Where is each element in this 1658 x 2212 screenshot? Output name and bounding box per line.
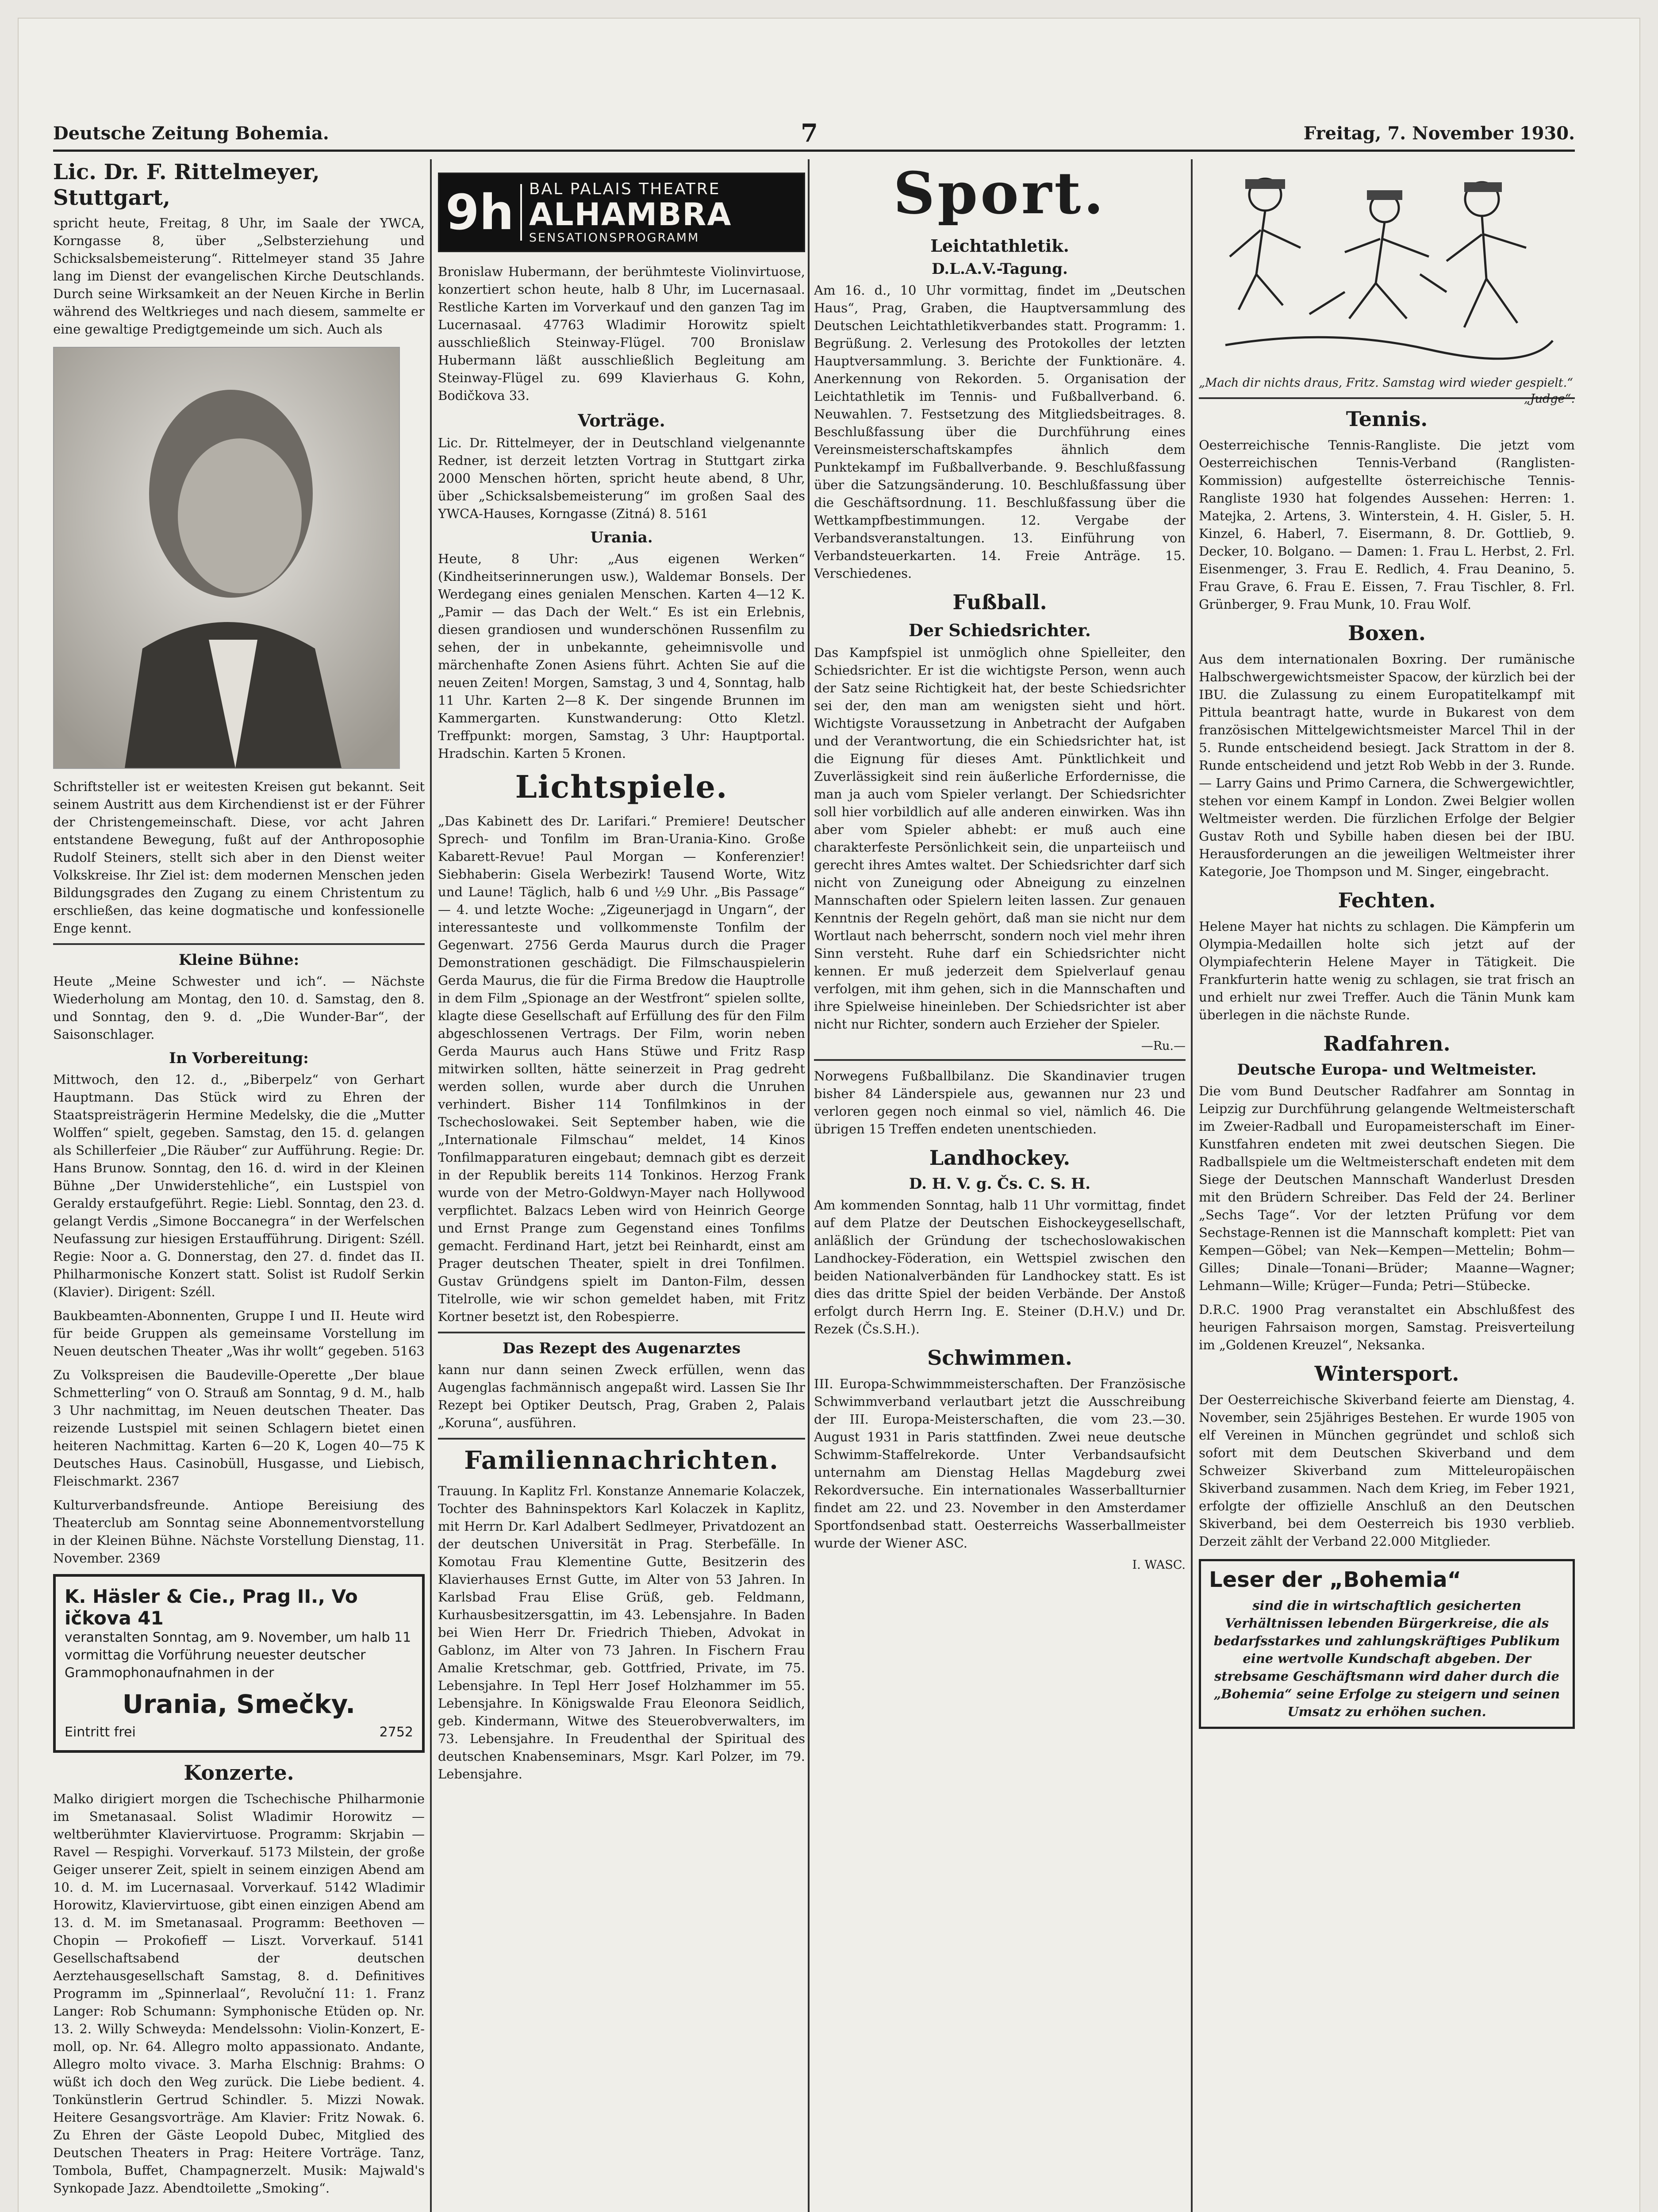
radfahren-text: Die vom Bund Deutscher Radfahrer am Sonntag in Leipzig zur Durchführung gelangende Weltmeisterschaft im Zweier-Radball und Europameisterschaft im Einer-Kunstfahren endeten mit zwei deutschen Siegen. Die Radballspiele um die Weltmeisterschaft endeten mit dem Siege der Deutschen Mannschaft Wanderlust Dresden mit den Brüdern Schreiber. Das Feld der 24. Berliner „Sechs Tage“. Vor der letzten Prüfung vor dem Sechstage-Rennen ist die Mannschaft komplett: Piet van Kempen—Göbel; van Nek—Kempen—Mettelin; Bohm—Gilles; Dinale—Tonani—Brüder; Maanne—Wagner; Lehmann—Wille; Krüger—Funda; Petri—Stübecke. xyxy=(1199,1083,1575,1293)
leser-text: sind die in wirtschaftlich gesicherten Verhältnissen lebenden Bürgerkreise, die als bedarfsstarkes und zahlungskräftiges Publikum eine wertvolle Kundschaft abgeben. Der strebsame Geschäftsmann wird daher durch die „Bohemia“ seine Erfolge zu steigern und seinen Umsatz zu erhöhen suchen. xyxy=(1213,1598,1560,1719)
norwegen-text: Norwegens Fußballbilanz. Die Skandinavier trugen bisher 84 Länderspiele aus, gewannen nur 23 und verloren gegen noch einmal so viel, nämlich 46. Die übrigen 15 Treffen endeten unentschieden. xyxy=(814,1068,1186,1137)
leser-heading: Leser der „Bohemia“ xyxy=(1209,1567,1462,1592)
boxen-heading: Boxen. xyxy=(1348,621,1426,645)
radfahren-subheading: Deutsche Europa- und Weltmeister. xyxy=(1237,1061,1537,1079)
schwimmen-heading: Schwimmen. xyxy=(927,1346,1072,1370)
football-cartoon xyxy=(1199,159,1570,372)
schwimmen-signature: I. WASC. xyxy=(1132,1558,1186,1572)
portrait-image xyxy=(54,348,399,768)
sport-heading: Sport. xyxy=(893,159,1106,227)
alhambra-line1: BAL PALAIS THEATRE xyxy=(529,180,721,198)
urania-text: Heute, 8 Uhr: „Aus eigenen Werken“ (Kindheitserinnerungen usw.), Waldemar Bonsels. Der Werdegang eines genialen Menschen. Karten 4—12 K. „Pamir — das Dach der Welt.“ Es ist ein Erlebnis, diesen grandiosen und wunderschönen Russenfilm zu sehen, der in unbekannte, geheimnisvolle und märchenhafte Zonen Asiens führt. Achten Sie auf die neuen Zeiten! Morgen, Samstag, 3 und 4, Sonntag, halb 11 Uhr. Karten 2—8 K. Der singende Brunnen im Kammergarten. Kunstwanderung: Otto Kletzl. Treffpunkt: morgen, Samstag, 3 Uhr: Hauptportal. Hradschin. Karten 5 Kronen. xyxy=(438,551,805,761)
ad-ref: 2752 xyxy=(379,1724,413,1740)
vorbereitung-heading: In Vorbereitung: xyxy=(169,1049,309,1067)
vorbereitung-text: Mittwoch, den 12. d., „Biberpelz“ von Gerhart Hauptmann. Das Stück wird zu Ehren der Staatspreisträgerin Hermine Medelsky, die die „Mutter Wolffen“ spielt, gegeben. Samstag, den 15. d. gelangen als Schillerfeier „Die Räuber“ zur Aufführung. Regie: Dr. Hans Brunow. Sonntag, den 16. d. wird in der Kleinen Bühne „Der Unwiderstehliche“, ein Lustspiel von Geraldy erstaufgeführt. Regie: Liebl. Sonntag, den 23. d. gelangt Verdis „Simone Boccanegra“ in der Werfelschen Neufassung zur hiesigen Erstaufführung. Dirigent: Széll. Regie: Noor a. G. Donnerstag, den 27. d. findet das II. Philharmonische Konzert statt. Solist ist Rudolf Serkin (Klavier). Dirigent: Széll. xyxy=(53,1072,425,1299)
divider xyxy=(438,1438,805,1440)
konzerte-text: Malko dirigiert morgen die Tschechische Philharmonie im Smetanasaal. Solist Wladimir Horowitz — weltberühmter Klaviervirtuose. Programm: Skrjabin — Ravel — Respighi. Vorverkauf. 5173 Milstein, der große Geiger unserer Zeit, spielt in seinem einzigen Abend am 10. d. M. im Lucernasaal. Vorverkauf. 5142 Wladimir Horowitz, Klaviervirtuose, gibt einen einzigen Abend am 13. d. M. im Smetanasaal. Programm: Beethoven — Chopin — Prokofieff — Liszt. Vorverkauf. 5141 Gesellschaftsabend der deutschen Aerztehausgesellschaft Samstag, 8. d. Definitives Programm im „Spinnerlaal“, Revoluční 11: 1. Franz Langer: Rob Schumann: Symphonische Etüden op. Nr. 13. 2. Willy Schweyda: Mendelssohn: Violin-Konzert, E-moll, op. Nr. 64. Allegro molto appassionato. Andante, Allegro molto vivace. 3. Marha Elschnig: Brahms: O wüßt ich doch den Weg zurück. Die Liebe bedient. 4. Tonkünstlerin Gertrud Schindler. 5. Mizzi Nowak. Heitere Gesangsvorträge. Am Klavier: Fritz Nowak. 6. Zu Ehren der Gäste Leopold Dubec, Mitglied des Deutschen Theaters in Prag: Heitere Vorträge. Tanz, Tombola, Buffet, Champagnerzelt. Musik: Majwald's Synkopade Jazz. Abendtoilette „Smoking“. xyxy=(53,1791,425,2196)
kleine-buehne-heading: Kleine Bühne: xyxy=(178,951,299,969)
alhambra-line2: ALHAMBRA xyxy=(529,196,732,233)
rezept-heading: Das Rezept des Augenarztes xyxy=(503,1340,741,1357)
ad-heading: K. Häsler & Cie., Prag II., Vo ičkova 41 xyxy=(65,1586,358,1629)
column-3 xyxy=(814,159,1186,2212)
portrait-photo xyxy=(53,347,400,769)
schiri-heading: Der Schiedsrichter. xyxy=(909,620,1091,640)
column-4 xyxy=(1199,159,1575,2212)
bohemia-readers-ad xyxy=(1199,1559,1575,1729)
rittelmeyer-bio: Schriftsteller ist er weitesten Kreisen gut bekannt. Seit seinem Austritt aus dem Kirchendienst ist er der Führer der Christengemeinschaft. Diese, vor acht Jahren entstandene Bewegung, fußt auf der Anthroposophie Rudolf Steiners, stellt sich aber in den Dienst weiter Volkskreise. Ihr Ziel ist: dem modernen Menschen jeden Bildungsgrades den Zugang zu einem Christentum zu erschließen, das keine dogmatische und konfessionelle Enge kennt. xyxy=(53,779,425,936)
column-rule xyxy=(1191,159,1193,2212)
landhockey-heading: Landhockey. xyxy=(929,1146,1071,1170)
fechten-text: Helene Mayer hat nichts zu schlagen. Die Kämpferin um Olympia-Medaillen holte sich jetzt auf der Olympiafechterin Helene Mayer in Tätigkeit. Die Frankfurterin hatte wenig zu schlagen, sie trat frisch an und erhielt nur zwei Treffer. Auch die Tänin Munk kam überlegen in die nächste Runde. xyxy=(1199,919,1575,1022)
huberman-text: Bronislaw Hubermann, der berühmteste Violinvirtuose, konzertiert schon heute, halb 8 Uhr, im Lucernasaal. Restliche Karten im Vorverkauf und den ganzen Tag im Lucernasaal. 47763 Wladimir Horowitz spielt ausschließlich Steinway-Flügel. 700 Bronislaw Hubermann läßt ausschließlich Begleitung am Steinway-Flügel zu. 699 Klavierhaus G. Kohn, Bodičkova 33. xyxy=(438,264,805,403)
ad-entry: Eintritt frei xyxy=(65,1724,136,1740)
lichtspiele-heading: Lichtspiele. xyxy=(515,768,728,805)
paper-name: Deutsche Zeitung Bohemia. xyxy=(53,123,329,144)
wintersport-text: Der Oesterreichische Skiverband feierte am Dienstag, 4. November, sein 25jähriges Bestehen. Er wurde 1905 von elf Vereinen in München gegründet und schloß sich sofort mit dem Deutschen Skiverband und dem Schweizer Skiverband zum Mitteleuropäischen Skiverband zusammen. Nach dem Krieg, im Feber 1921, erfolgte der offizielle Anschluß an den Deutschen Skiverband, bei dem Oesterreich bis 1930 verblieb. Derzeit zählt der Verband 22.000 Mitglieder. xyxy=(1199,1392,1575,1549)
dlav-heading: D.L.A.V.-Tagung. xyxy=(932,260,1068,278)
vortraege-heading: Vorträge. xyxy=(578,411,665,430)
rittelmeyer-headline: Lic. Dr. F. Rittelmeyer, Stuttgart, xyxy=(53,160,320,210)
ad-footer xyxy=(65,1724,413,1741)
divider xyxy=(814,1059,1186,1061)
rezept-text: kann nur dann seinen Zweck erfüllen, wenn das Augenglas fachmännisch angepaßt wird. Lassen Sie Ihr Rezept bei Optiker Deutsch, Prag, Graben 2, Palais „Koruna“, ausführen. xyxy=(438,1362,805,1430)
tennis-heading: Tennis. xyxy=(1346,407,1428,431)
alhambra-logo: 9h xyxy=(445,184,522,241)
fussball-heading: Fußball. xyxy=(952,590,1047,614)
divider xyxy=(438,1332,805,1333)
cartoon-drawing xyxy=(1199,159,1570,372)
radfahren-heading: Radfahren. xyxy=(1323,1032,1451,1056)
schiri-text: Das Kampfspiel ist unmöglich ohne Spielleiter, den Schiedsrichter. Er ist die wichtigste Person, wenn auch der Satz seine Richtigkeit hat, der beste Schiedsrichter sei der, den man am wenigsten sieht und hört. Wichtigste Voraussetzung in Anbetracht der Aufgaben und der Verantwortung, die ein Schiedsrichter hat, ist die Eignung für dieses Amt. Pünktlichkeit und Zuverlässigkeit sind rein äußerliche Erfordernisse, die man ja auch vom Spieler verlangt. Der Schiedsrichter soll hier vorbildlich auf alle anderen einwirken. Was ihn aber vom Spieler abhebt: er muß auch eine charakterfeste Persönlichkeit sein, die unparteiisch und gerecht ihres Amtes waltet. Der Schiedsrichter darf sich nicht von Zuneigung oder Abneigung zu einzelnen Mannschaften oder Spielern leiten lassen. Zur genauen Kenntnis der Regeln gehört, daß man sie nicht nur dem Wortlaut nach beherrscht, sondern noch viel mehr ihren Sinn versteht. Ruhe darf ein Schiedsrichter nicht kennen. Er muß jederzeit dem Spielverlauf genau verfolgen, mit ihm gehen, sich in die Mannschaften und ihre Spielweise hineinleben. Der Schiedsrichter ist aber nicht nur Richter, sondern auch Erzieher der Spieler. xyxy=(814,645,1186,1032)
bauabo-text: Baukbeamten-Abonnenten, Gruppe I und II. Heute wird für beide Gruppen als gemeinsame Vorstellung im Neuen deutschen Theater „Was ihr wollt“ gegeben. 5163 xyxy=(53,1308,425,1359)
running-head xyxy=(53,119,1575,152)
dlav-text: Am 16. d., 10 Uhr vormittag, findet im „Deutschen Haus“, Prag, Graben, die Hauptversammlung des Deutschen Leichtathletikverbandes statt. Programm: 1. Begrüßung. 2. Verlesung des Protokolles der letzten Hauptversammlung. 3. Berichte der Funktionäre. 4. Anerkennung von Rekorden. 5. Organisation der Leichtathletik im Tennis- und Fußballverband. 6. Neuwahlen. 7. Festsetzung des Mitgliedsbeitrages. 8. Beschlußfassung über die Durchführung eines Vereinsmeisterschaftskampfes ähnlich dem Punktekampf im Fußballverbande. 9. Beschlußfassung über die Satzungsänderung. 10. Beschlußfassung über die Geschäftsordnung. 11. Beschlußfassung über die Wettkampfbestimmungen. 12. Vergabe der Verbandsveranstaltungen. 13. Einführung von Verbandsteuerkarten. 14. Freie Anträge. 15. Verschiedenes. xyxy=(814,283,1186,581)
schiri-signature: —Ru.— xyxy=(1141,1039,1186,1053)
boxen-text: Aus dem internationalen Boxring. Der rumänische Halbschwergewichtsmeister Spacow, der kürzlich bei der IBU. die Zulassung zu einem Europatitelkampf mit Pittula beantragt hatte, wurde in Bukarest von dem französischen Mittelgewichtsmeister Marcel Thil in der 5. Runde entscheidend besiegt. Jack Strattom in der 8. Runde entscheidend und jetzt Rob Webb in der 3. Runde. — Larry Gains und Primo Carnera, die Schwergewichtler, stehen vor einem Kampf in London. Zwei Belgier wollen Weltmeister werden. Die fürzlichen Erfolge der Belgier Gustav Roth und Sybille haben diesen bei der IBU. Herausforderungen an die jeweiligen Weltmeister ihrer Kategorie, Joe Thompson und M. Singer, eingebracht. xyxy=(1199,652,1575,879)
lichtspiele-text: „Das Kabinett des Dr. Larifari.“ Premiere! Deutscher Sprech- und Tonfilm im Bran-Urania-Kino. Große Kabarett-Revue! Paul Morgan — Konferenzier! Siebhaberin: Gisela Werbezirk! Tausend Worte, Witz und Laune! Täglich, halb 6 und ½9 Uhr. „Bis Passage“ — 4. und letzte Woche: „Zigeunerjagd in Ungarn“, der interessanteste und vollkommenste Tonfilm der Gegenwart. 2756 Gerda Maurus durch die Prager Demonstrationen geschädigt. Die Filmschauspielerin Gerda Maurus, die für die Firma Bredow die Hauptrolle in dem Film „Spionage an der Westfront“ spielen sollte, klagte diese Gesellschaft auf Erfüllung des für den Film abgeschlossenen Vertrags. Der Film, worin neben Gerda Maurus auch Hans Stüwe und Fritz Rasp mitwirken sollten, hätte seinerzeit in Prag gedreht werden sollen, wurde aber durch die Unruhen verhindert. Bisher 114 Tonfilmkinos in der Tschechoslowakei. Seit September haben, wie die „Internationale Filmschau“ meldet, 14 Kinos Tonfilmapparaturen eingebaut; demnach gibt es derzeit in der Republik bereits 114 Tonkinos. Herzog Frank wurde von der Metro-Goldwyn-Mayer nach Hollywood verpflichtet. Balzacs Leben wird von Heinrich George und Ernst Prange zum Gegenstand eines Tonfilms gemacht. Ferdinand Hart, jetzt bei Reinhardt, einst am Prager deutschen Theater, spielt in drei Tonfilmen. Gustav Gründgens spielt im Danton-Film, dessen Titelrolle, wie wir schon gemeldet haben, mit Fritz Kortner besetzt ist, den Robespierre. xyxy=(438,814,805,1324)
grammophon-ad xyxy=(53,1574,425,1753)
familie-heading: Familiennachrichten. xyxy=(464,1446,779,1475)
column-rule xyxy=(808,159,810,2212)
wintersport-heading: Wintersport. xyxy=(1314,1362,1459,1386)
tennis-text: Oesterreichische Tennis-Rangliste. Die jetzt vom Oesterreichischen Tennis-Verband (Ranglisten-Kommission) aufgestellte österreichische Tennis-Rangliste 1930 hat folgendes Aussehen: Herren: 1. Matejka, 2. Artens, 3. Winterstein, 4. H. Gisler, 5. H. Kinzel, 6. Haberl, 7. Eisermann, 8. Dr. Gottlieb, 9. Decker, 10. Bolgano. — Damen: 1. Frau L. Herbst, 2. Frl. Eisenmenger, 3. Frau E. Redlich, 4. Frau Deanino, 5. Frau Grave, 6. Frau E. Eissen, 7. Frau Tischler, 8. Frl. Grünberger, 9. Frau Munk, 10. Frau Wolf. xyxy=(1199,438,1575,612)
column-1 xyxy=(53,159,425,2212)
divider xyxy=(1199,397,1575,399)
drc-notice: D.R.C. 1900 Prag veranstaltet ein Abschlußfest des heurigen Fahrsaison morgen, Samstag. Preisverteilung im „Goldenen Kreuzel“, Neksanka. xyxy=(1199,1302,1575,1352)
schwimmen-text: III. Europa-Schwimmmeisterschaften. Der Französische Schwimmverband verlautbart jetzt die Ausschreibung der III. Europa-Meisterschaften, die vom 23.—30. August 1931 in Paris stattfinden. Zwei neue deutsche Schwimm-Staffelrekorde. Unter Verbandsaufsicht unternahm am Dienstag Hellas Magdeburg zwei Rekordversuche. Ein internationales Wasserballturnier findet am 22. und 23. November in den Amsterdamer Sportfondsenbad statt. Oesterreichs Wasserballmeister wurde der Wiener ASC. xyxy=(814,1376,1186,1551)
kleine-buehne-text: Heute „Meine Schwester und ich“. — Nächste Wiederholung am Montag, den 10. d. Samstag, den 8. und Sonntag, den 9. d. „Die Wunder-Bar“, der Saisonschlager. xyxy=(53,974,425,1042)
landhockey-text: Am kommenden Sonntag, halb 11 Uhr vormittag, findet auf dem Platze der Deutschen Eishockeygesellschaft, anläßlich der Gründung der tschechoslowakischen Landhockey-Föderation, ein Wettspiel zwischen den beiden Nationalverbänden für Landhockey statt. Es ist dies das dritte Spiel der beiden Verbände. Der Anstoß erfolgt durch Herrn Ing. E. Steiner (D.H.V.) und Dr. Rezek (Čs.S.H.). xyxy=(814,1198,1186,1336)
column-2 xyxy=(438,159,805,2212)
alhambra-text xyxy=(529,180,732,245)
cartoon-caption-text: „Mach dir nichts draus, Fritz. Samstag wird wieder gespielt.“ xyxy=(1199,376,1574,390)
ad-venue: Urania, Smečky. xyxy=(122,1689,356,1719)
urania-heading: Urania. xyxy=(590,529,653,546)
page-number: 7 xyxy=(801,119,818,148)
column-rule xyxy=(430,159,432,2212)
alhambra-ad xyxy=(438,173,805,252)
alhambra-line3: SENSATIONSPROGRAMM xyxy=(529,231,700,245)
cartoon-caption xyxy=(1199,375,1575,406)
landhockey-subheading: D. H. V. g. Čs. C. S. H. xyxy=(909,1175,1091,1193)
cartoon-source: „Judge“. xyxy=(1524,392,1575,406)
konzerte-heading: Konzerte. xyxy=(184,1761,294,1785)
newspaper-page xyxy=(18,18,1640,2212)
leichtathletik-heading: Leichtathletik. xyxy=(930,236,1069,256)
issue-date: Freitag, 7. November 1930. xyxy=(1303,123,1575,144)
vortraege-text: Lic. Dr. Rittelmeyer, der in Deutschland vielgenannte Redner, ist derzeit letzten Vortrag in Stuttgart zirka 2000 Menschen hörten, spricht heute abend, 8 Uhr, über „Schicksalsbemeisterung“ im großen Saal des YWCA-Hauses, Korngasse (Zitná) 8. 5161 xyxy=(438,435,805,521)
kulturverband-text: Kulturverbandsfreunde. Antiope Bereisiung des Theaterclub am Sonntag seine Abonnementvorstellung in der Kleinen Bühne. Nächste Vorstellung Dienstag, 11. November. 2369 xyxy=(53,1498,425,1566)
volkspreise-text: Zu Volkspreisen die Baudeville-Operette „Der blaue Schmetterling“ von O. Strauß am Sonntag, 9 d. M., halb 3 Uhr nachmittag, im Neuen deutschen Theater. Das reizende Lustspiel mit seinen Schlagern bietet einen heiteren Nachmittag. Karten 6—20 K, Logen 40—75 K Deutsches Haus. Casinobüll, Husgasse, und Liebisch, Fleischmarkt. 2367 xyxy=(53,1367,425,1489)
fechten-heading: Fechten. xyxy=(1338,888,1436,912)
ad-body: veranstalten Sonntag, am 9. November, um halb 11 vormittag die Vorführung neuester deutscher Grammophonaufnahmen in der xyxy=(65,1630,411,1681)
rittelmeyer-intro: spricht heute, Freitag, 8 Uhr, im Saale der YWCA, Korngasse 8, über „Selbsterziehung und Schicksalsbemeisterung“. Rittelmeyer stand 35 Jahre lang im Dienst der evangelischen Kirche Deutschlands. Durch seine Wirksamkeit an der Neuen Kirche in Berlin während des Weltkrieges und nach diesem, sammelte er eine gewaltige Predigtgemeinde um sich. Auch als xyxy=(53,215,425,337)
divider xyxy=(53,943,425,945)
familie-text: Trauung. In Kaplitz Frl. Konstanze Annemarie Kolaczek, Tochter des Bahninspektors Karl Kolaczek in Kaplitz, mit Herrn Dr. Karl Adalbert Sedlmeyer, Privatdozent an der deutschen Universität in Prag. Sterbefälle. In Komotau Frau Klementine Gutte, Besitzerin des Klavierhauses Ernst Gutte, im Alter von 53 Jahren. In Karlsbad Frau Elise Grüß, geb. Feldmann, Kurhausbesitzersgattin, im 43. Lebensjahre. In Baden bei Wien Herr Dr. Friedrich Thieben, Advokat in Gablonz, im Alter von 73 Jahren. In Fischern Frau Amalie Kretschmar, geb. Gottfried, Private, im 75. Lebensjahre. In Tepl Herr Josef Holzhammer im 55. Lebensjahre. In Königswalde Frau Eleonora Seidlich, geb. Kindermann, Witwe des Steuerobverwalters, im 73. Lebensjahre. In Freudenthal der Spiritual des deutschen Knabenseminars, Msgr. Karl Polzer, im 79. Lebensjahre. xyxy=(438,1483,805,1782)
